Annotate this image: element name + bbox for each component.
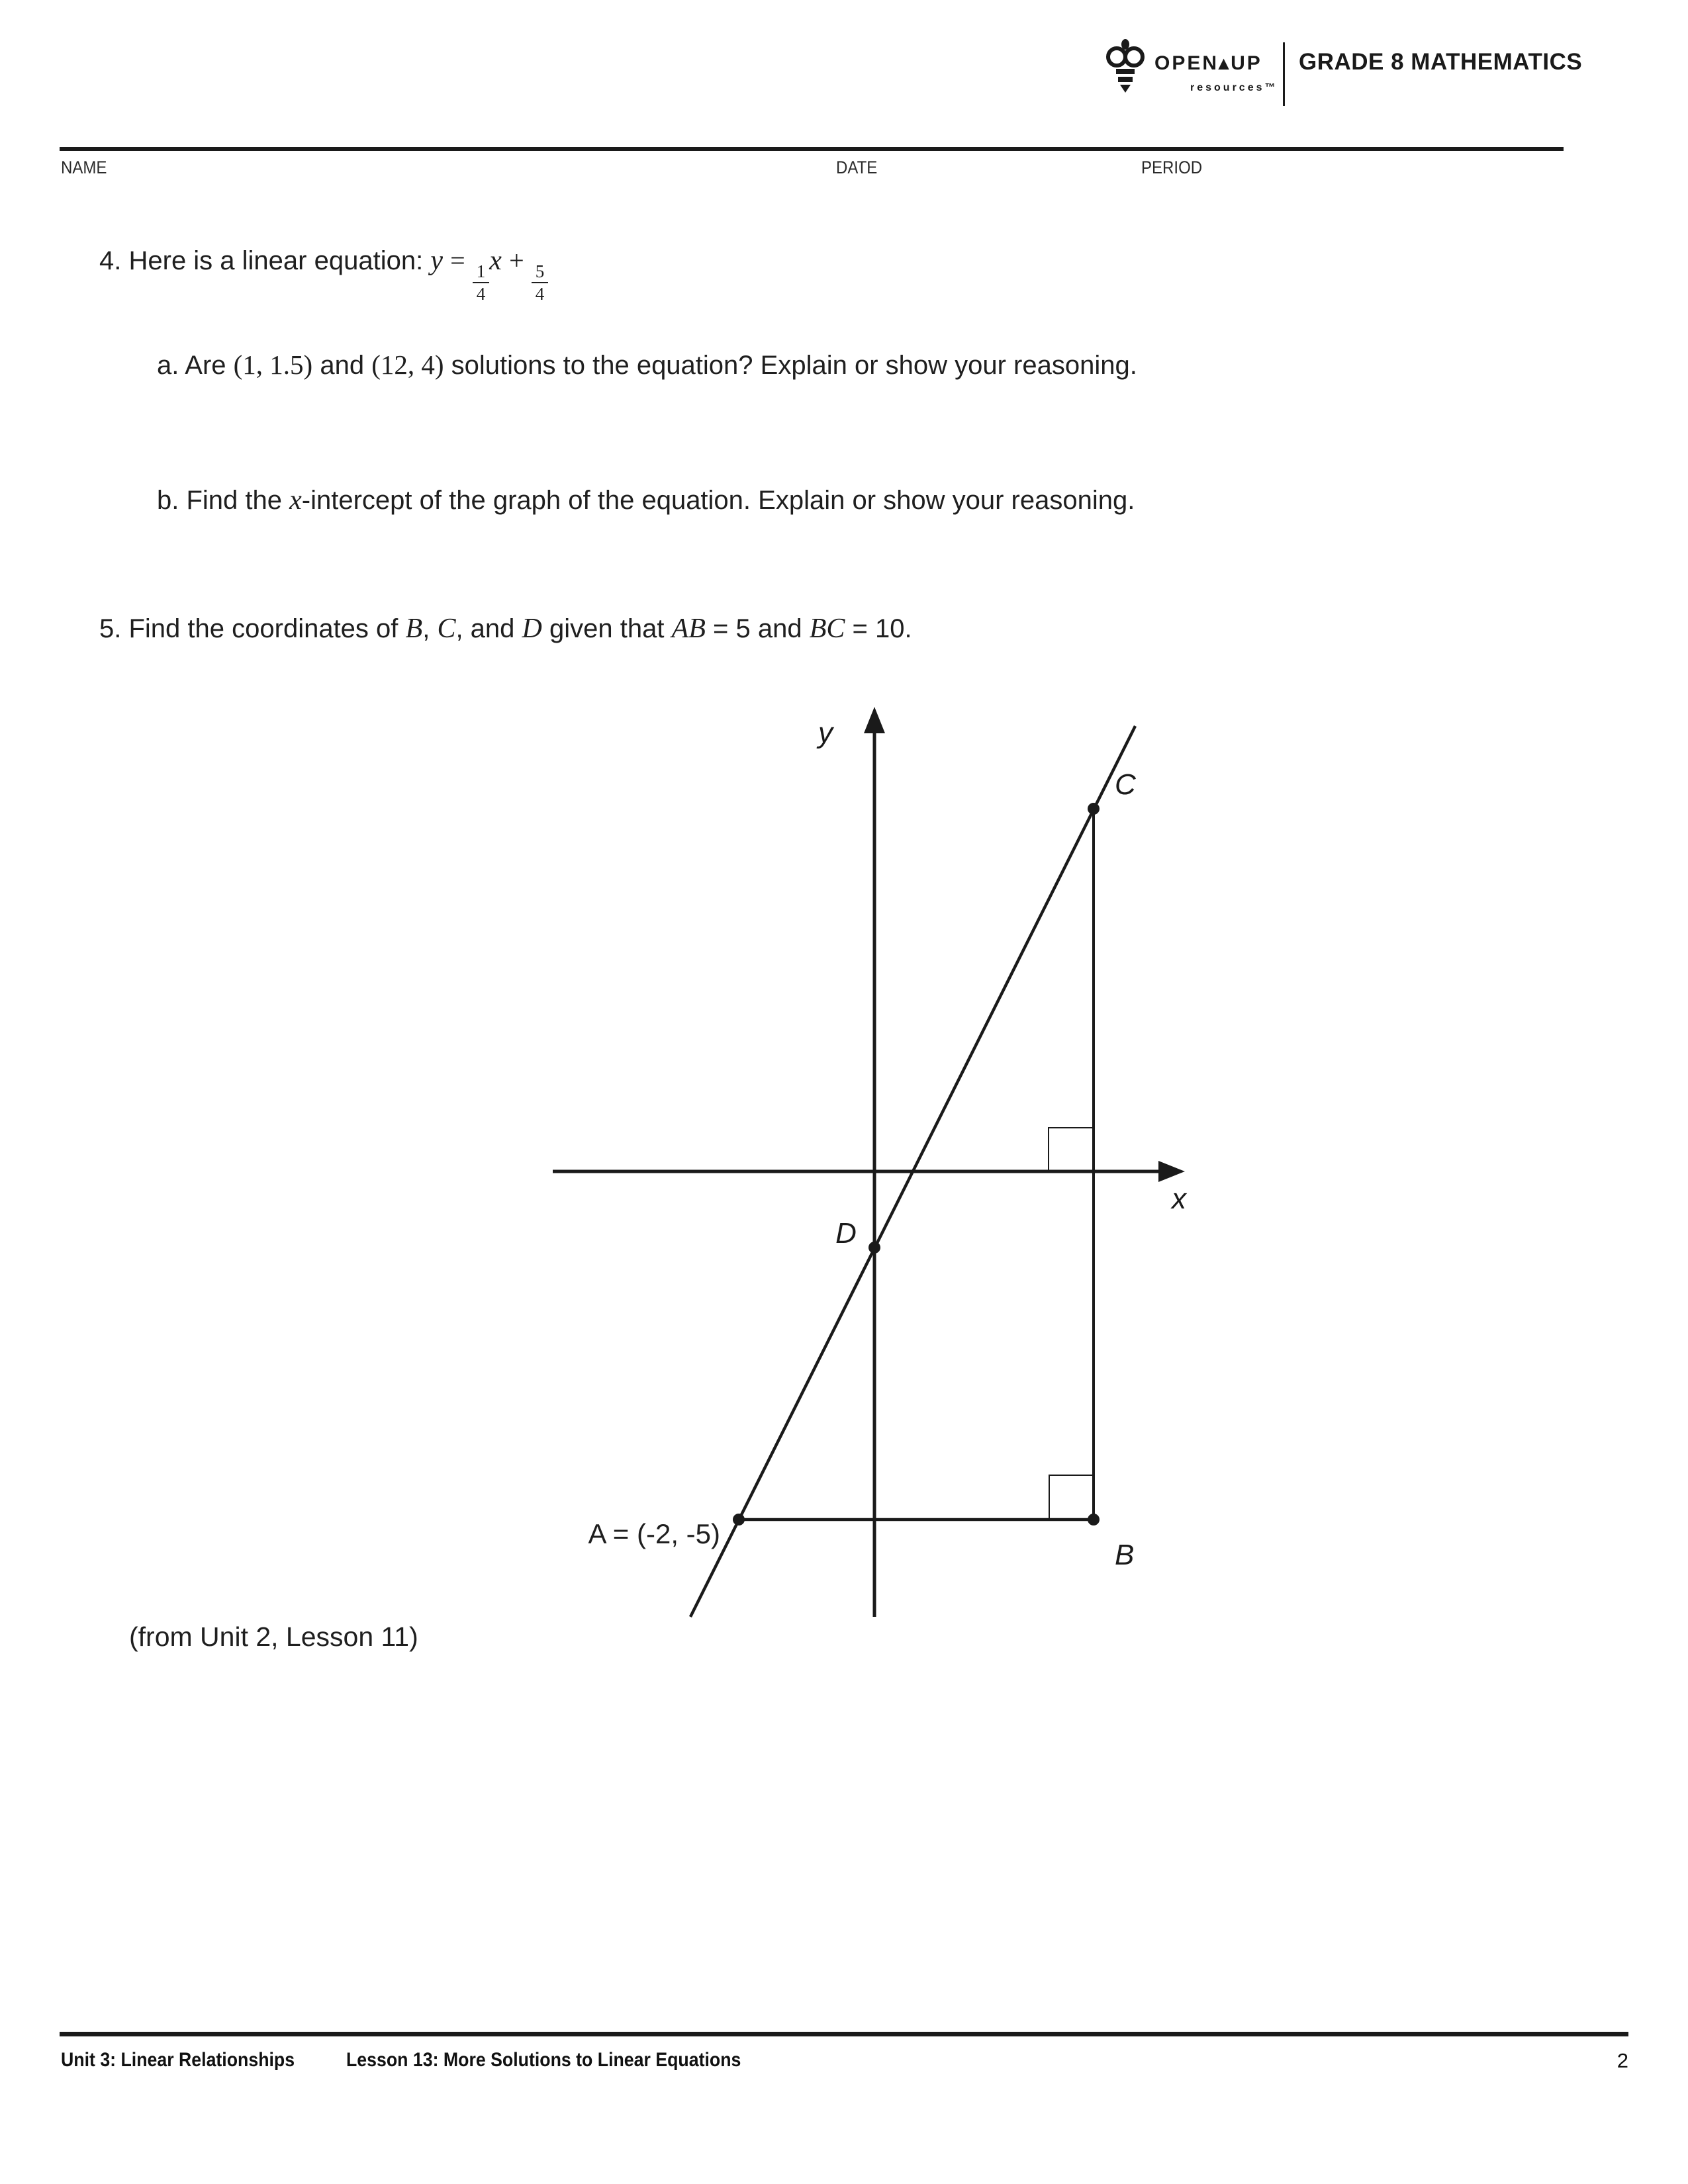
q5-text-2: given that [549,614,665,643]
q5-var-ab: AB [671,614,706,644]
point-a-label: A = (-2, -5) [588,1518,720,1549]
question-4 [99,245,548,304]
q4-number: 4. [99,246,122,275]
q4-eq-f2-num: 5 [532,261,549,283]
point-b-label: B [1115,1539,1135,1571]
q4b-text-1: Find the [186,486,283,515]
q5-var-b: B [405,614,423,644]
name-label [61,158,113,178]
q4b-text-2: -intercept of the graph of the equation. Explain or show your reasoning. [301,486,1135,515]
question-4a [157,349,1137,381]
q4b-number: b. [157,486,179,515]
q5-var-d: D [522,614,542,644]
page-number: 2 [1617,2049,1628,2072]
q4a-text-3: solutions to the equation? Explain or show your reasoning. [451,351,1137,380]
q5-text-1: Find the coordinates of [128,614,399,643]
q4a-number: a. [157,351,179,380]
y-axis-arrow-icon [864,707,885,733]
q5-sep-2: , and [455,614,515,643]
footer-text [61,2049,790,2071]
right-angle-mark-x-axis [1049,1128,1094,1171]
point-a-dot [733,1514,745,1525]
q5-var-c: C [437,614,456,644]
brand-text: OPEN▴UP [1154,52,1262,74]
point-c-label: C [1115,768,1136,801]
point-b-dot [1088,1514,1100,1525]
name-rule [60,147,1564,151]
date-label [836,158,882,178]
q4-eq-fraction-1 [473,261,490,304]
q5-number: 5. [99,614,122,643]
date-label-text: DATE [836,158,878,177]
name-label-text: NAME [61,158,107,177]
q4-eq-lhs: y [430,246,443,276]
x-axis-arrow-icon [1158,1161,1185,1182]
question-5 [99,613,912,645]
period-label [1141,158,1210,178]
q4a-point-1: (1, 1.5) [233,349,313,380]
right-angle-mark-b [1049,1475,1094,1520]
footer-lesson: Lesson 13: More Solutions to Linear Equations [346,2049,741,2071]
q5-value-2: = 10. [852,614,912,643]
q5-sep-1: , [422,614,430,643]
page-title: GRADE 8 MATHEMATICS [1299,49,1583,75]
q4-eq-equals: = [450,246,465,275]
y-axis-label: y [818,717,833,749]
footer-unit: Unit 3: Linear Relationships [61,2049,295,2071]
q4-eq-var: x [489,246,502,276]
q5-value-1: = 5 and [713,614,802,643]
q4-eq-f1-den: 4 [476,284,486,304]
q4-intro: Here is a linear equation: [128,246,424,275]
bee-icon [1103,37,1148,94]
q4-eq-plus: + [509,246,524,275]
q5-var-bc: BC [809,614,845,644]
q4-eq-fraction-2 [532,261,549,304]
q4a-text-2: and [320,351,365,380]
question-4b [157,484,1135,516]
coordinate-figure [543,695,1205,1628]
point-d-label: D [835,1217,857,1250]
source-note: (from Unit 2, Lesson 11) [129,1621,418,1652]
period-label-text: PERIOD [1141,158,1203,177]
header-divider [1283,42,1285,106]
x-axis-label: x [1172,1183,1186,1215]
q4a-text-1: Are [185,351,226,380]
q4a-point-2: (12, 4) [371,349,444,380]
footer-rule [60,2032,1628,2036]
q4-eq-f1-num: 1 [473,261,490,283]
point-c-dot [1088,803,1100,815]
point-d-dot [868,1242,880,1253]
q4-eq-f2-den: 4 [535,284,545,304]
q4b-x-var: x [289,485,302,516]
brand-subtext: resources™ [1190,82,1278,93]
